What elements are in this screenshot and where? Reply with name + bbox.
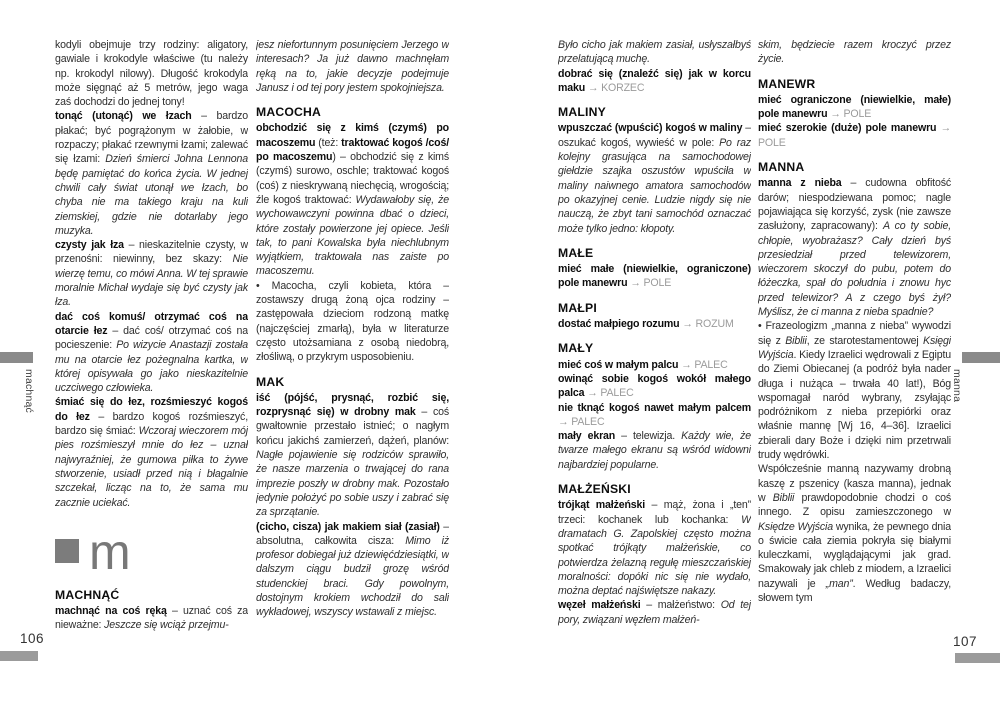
dictionary-entry bbox=[256, 121, 449, 278]
entry-definition: – małżeństwo: bbox=[640, 599, 721, 612]
dictionary-entry bbox=[558, 429, 751, 472]
entry-definition: – absolutna, całkowita cisza: bbox=[256, 520, 449, 547]
entry-example: Księgi Wyjścia bbox=[758, 334, 951, 361]
entry-definition: (też: bbox=[315, 136, 342, 149]
dictionary-entry bbox=[55, 238, 248, 309]
entry-example: Wczoraj wieczorem mój pies rozśmieszył mnie do łez – uznał najwyraźniej, że gumowa piłka to żywe stworzenie, usiadł przed nią i błagalnie szczekał, licząc na to, że sama mu zacznie uciekać. bbox=[55, 425, 248, 509]
dictionary-entry bbox=[558, 358, 751, 372]
headword: MACHNĄĆ bbox=[55, 587, 120, 602]
entry-definition: – oszukać kogoś, wywieść w pole: bbox=[558, 122, 751, 149]
entry-example: A co ty sobie, chłopie, wyobrażasz? Cały dzień byś przesiedział przed telewizorem, wieczorem skoczył do pubu, potem do łóżeczka, spał do południa i znowu hyc przed telewizor? A z czego byś żył? Myślisz, że ci manna z nieba spadnie? bbox=[758, 220, 951, 319]
entry-phrase: mieć małe (niewielkie, ograniczone) pole manewru bbox=[558, 263, 751, 290]
cross-reference: → KORZEC bbox=[585, 81, 645, 94]
entry-definition: Współcześnie manną nazywamy drobną kaszę z pszenicy (kasza manna), jednak w bbox=[758, 463, 951, 504]
dictionary-entry bbox=[558, 372, 751, 401]
entry-phrase: mieć coś w małym palcu bbox=[558, 358, 679, 371]
dictionary-entry bbox=[758, 462, 951, 605]
index-tab-label-right: manna bbox=[951, 369, 963, 403]
page-column bbox=[758, 38, 951, 666]
entry-phrase: węzeł małżeński bbox=[558, 599, 641, 612]
dictionary-entry bbox=[256, 38, 449, 95]
cross-reference: → PALEC bbox=[558, 415, 605, 428]
headword: MACOCHA bbox=[256, 105, 322, 120]
dictionary-entry bbox=[55, 109, 248, 238]
entry-example: Było cicho jak makiem zasiał, usłyszałbyś przelatującą muchę. bbox=[558, 39, 751, 66]
dictionary-entry bbox=[758, 38, 951, 67]
headword: MAK bbox=[256, 374, 285, 389]
entry-example: Każdy wie, że twarze małego ekranu są wśród widowni najbardziej popularne. bbox=[558, 430, 751, 471]
dictionary-entry bbox=[55, 395, 248, 509]
entry-phrase: trójkąt małżeński bbox=[558, 499, 646, 512]
headword: MANEWR bbox=[758, 76, 816, 91]
entry-phrase: machnąć na coś ręką bbox=[55, 605, 167, 618]
dictionary-entry bbox=[558, 262, 751, 291]
headword: MAŁŻEŃSKI bbox=[558, 482, 631, 497]
entry-example: Biblii bbox=[785, 334, 807, 347]
entry-example: jesz niefortunnym posunięciem Jerzego w interesach? Ja już dawno machnęłam ręką na to, jakie decyzje podejmuje Janusz i od tej pory jestem spokojniejsza. bbox=[256, 39, 449, 94]
section-letter-marker bbox=[55, 523, 248, 580]
entry-phrase: tonąć (utonąć) we łzach bbox=[55, 110, 192, 123]
dictionary-entry bbox=[758, 121, 951, 150]
entry-phrase: iść (pójść, prysnąć, rozbić się, rozprysnąć się) w drobny mak bbox=[256, 391, 449, 419]
dictionary-entry bbox=[55, 604, 248, 633]
dictionary-entry bbox=[55, 38, 248, 109]
headword: MAŁPI bbox=[558, 300, 597, 315]
entry-phrase: mieć szerokie (duże) pole manewru bbox=[758, 122, 937, 135]
cross-reference: → PALEC bbox=[678, 358, 728, 371]
entry-phrase: czysty jak łza bbox=[55, 239, 124, 252]
page-column bbox=[55, 38, 248, 666]
cross-reference: → POLE bbox=[827, 108, 872, 121]
dictionary-entry bbox=[256, 279, 449, 365]
cross-reference: → POLE bbox=[627, 277, 672, 290]
entry-example: W dramatach G. Zapolskiej często można spotkać trójkąty małżeńskie, co potwierdza żelazną regułę mieszczańskiej moralności: dopóki nic się nie wydało, można deptać najświętsze nakazy. bbox=[558, 513, 751, 598]
entry-definition: , ze starotestamentowej bbox=[806, 334, 924, 347]
entry-definition: ) – obchodzić się z kimś (czymś) surowo, oschle; traktować kogoś (coś) z nieskrywaną niechęcią, wrogością; źle kogoś traktować: bbox=[256, 151, 449, 206]
dictionary-entry bbox=[558, 317, 751, 331]
entry-definition: . Według badaczy, słowem tym bbox=[758, 577, 951, 604]
dictionary-entry bbox=[758, 319, 951, 462]
entry-definition: – mąż, żona i „ten” trzeci: kochanek lub kochanka: bbox=[558, 499, 751, 526]
entry-definition: • Macocha, czyli kobieta, która – zostawszy drugą żoną ojca rodziny – zastępowała dzieciom rodzoną matkę (najczęściej zmarłą), była w literaturze często utożsamiana z osobą niedobrą, złośliwą, o przykrym usposobieniu. bbox=[256, 279, 449, 364]
entry-phrase: dać coś komuś/ otrzymać coś na otarcie łez bbox=[55, 310, 248, 337]
page-number-left: 106 bbox=[20, 631, 45, 646]
entry-definition: – cudowna obfitość darów; niespodziewana pomoc; nagle pojawiająca się korzyść, zysk (nie zawsze zasłużony, zapracowany): bbox=[758, 177, 951, 233]
cross-reference: → ROZUM bbox=[679, 318, 734, 331]
entry-example: Od tej pory, związani węzłem małżeń- bbox=[558, 599, 751, 626]
headword: MANNA bbox=[758, 160, 805, 175]
entry-example: „man” bbox=[825, 577, 853, 590]
entry-definition: • Frazeologizm „manna z nieba” wywodzi się z bbox=[758, 320, 951, 347]
entry-phrase: obchodzić się z kimś (czymś) po macoszemu bbox=[256, 122, 449, 149]
dictionary-entry bbox=[558, 401, 751, 430]
entry-example: Nie wierzę temu, co mówi Anna. W tej sprawie moralnie Michał wydaje się być czysty jak łza. bbox=[55, 253, 248, 309]
entry-phrase: wpuszczać (wpuścić) kogoś w maliny bbox=[558, 122, 743, 135]
entry-example: Po raz kolejny grasująca na samochodowej giełdzie szajka oszustów wpuściła w maliny naiwnego amatora samochodów po okazyjnej cenie. Ludzie nigdy się nie nauczą, że zbyt tani samochód oznaczać może tylko jedno: kłopoty. bbox=[558, 136, 751, 235]
footer-bar-right bbox=[955, 653, 1000, 663]
dictionary-entry bbox=[558, 498, 751, 598]
dictionary-entry bbox=[256, 520, 449, 620]
entry-phrase: (cicho, cisza) jak makiem siał (zasiał) bbox=[256, 520, 440, 533]
entry-phrase: nie tknąć kogoś nawet małym palcem bbox=[558, 401, 751, 414]
entry-phrase: manna z nieba bbox=[758, 177, 842, 190]
entry-example: skim, będziecie razem kroczyć przez życie. bbox=[758, 39, 951, 66]
headword: MAŁY bbox=[558, 341, 594, 356]
entry-definition: – bardzo kogoś rozśmieszyć, bardzo się śmiać: bbox=[55, 410, 248, 438]
entry-example: Jeszcze się wciąż przejmu- bbox=[104, 619, 229, 632]
entry-definition: – dać coś/ otrzymać coś na pocieszenie: bbox=[55, 324, 248, 352]
entry-definition: kodyli obejmuje trzy rodziny: aligatory, gawiale i krokodyle właściwe (tu należy np. krokodyl nilowy). Długość krokodyla może sięgnąć aż 5 metrów, jego waga zaś dochodzi do jednej tony! bbox=[55, 39, 248, 109]
index-tab-label-left: machnąć bbox=[23, 369, 35, 414]
entry-phrase: dostać małpiego rozumu bbox=[558, 318, 680, 331]
headword: MAŁE bbox=[558, 245, 594, 260]
entry-phrase: mieć ograniczone (niewielkie, małe) pole manewru bbox=[758, 93, 951, 121]
dictionary-entry bbox=[256, 391, 449, 520]
entry-phrase: owinąć sobie kogoś wokół małego palca bbox=[558, 372, 751, 400]
dictionary-entry bbox=[758, 93, 951, 122]
dictionary-entry bbox=[558, 121, 751, 235]
entry-phrase: mały ekran bbox=[558, 430, 616, 443]
cross-reference: → POLE bbox=[758, 122, 951, 149]
entry-definition: wynika, że pewnego dnia o świcie cała ziemia pokryła się białymi kuleczkami, wyglądającymi jak grad. Smakowały jak chleb z miodem, a Izraelici nazywali je bbox=[758, 520, 951, 590]
entry-phrase: dobrać się (znaleźć się) jak w korcu maku bbox=[558, 67, 751, 94]
entry-definition: prawdopodobnie chodzi o coś innego. Z opisu zamieszczonego w bbox=[758, 491, 951, 519]
cross-reference: → PALEC bbox=[584, 387, 634, 400]
dictionary-entry bbox=[558, 38, 751, 67]
page-column bbox=[256, 38, 449, 666]
entry-phrase: śmiać się do łez, rozśmieszyć kogoś do łez bbox=[55, 396, 248, 423]
page-number-right: 107 bbox=[953, 634, 978, 649]
entry-example: Nagłe pojawienie się rodziców sprawiło, że nasze marzenia o trwającej do rana imprezie poszły w drobny mak. Pozostało jedynie położyć po sobie uszy i zabrać się za sprzątanie. bbox=[256, 449, 449, 519]
index-tab-bar-left bbox=[0, 352, 33, 363]
entry-phrase: traktować kogoś /coś/ po macoszemu bbox=[256, 136, 449, 164]
page-column bbox=[558, 38, 751, 666]
entry-definition: – uznać coś za nieważne: bbox=[55, 605, 248, 632]
section-square-icon bbox=[55, 539, 79, 563]
index-tab-bar-right bbox=[962, 352, 1000, 363]
dictionary-entry bbox=[558, 67, 751, 96]
section-letter: m bbox=[89, 523, 131, 580]
dictionary-entry bbox=[55, 310, 248, 396]
entry-example: Mimo iż profesor dobiegał już dziewięćdziesiątki, w dalszym ciągu budził grozę wśród studenckiej braci. Gdy powolnym, dostojnym krokiem wchodził do sali wykładowej, wszyscy wstawali z miejsc. bbox=[256, 534, 449, 619]
entry-example: Wydawałoby się, że wychowawczyni powinna dbać o dzieci, które zostały powierzone jej opiece. Jeśli tak, to pani Kowalska była niechlubnym wyjątkiem, traktowała nas zaiste po macoszemu. bbox=[256, 193, 449, 278]
entry-example: Księdze Wyjścia bbox=[758, 520, 833, 533]
headword: MALINY bbox=[558, 105, 606, 120]
entry-definition: – coś gwałtownie przestało istnieć; o nagłym końcu jakichś zamierzeń, dążeń, planów: bbox=[256, 406, 449, 447]
entry-example: Dzień śmierci Johna Lennona będę pamiętać do końca życia. W jednej chwili cały świat utonął we łzach, bo chyba nie ma takiego kraju na kuli ziemskiej, gdzie nie dotarłaby jego muzyka. bbox=[55, 153, 248, 237]
entry-definition: – nieskazitelnie czysty, w przenośni: niewinny, bez skazy: bbox=[55, 239, 248, 266]
entry-example: Biblii bbox=[772, 491, 795, 504]
dictionary-entry bbox=[758, 176, 951, 319]
entry-definition: – telewizja. bbox=[615, 430, 682, 443]
dictionary-entry bbox=[558, 598, 751, 627]
entry-example: Po wizycie Anastazji została mu na otarcie łez pożegnalna kartka, w której opisywała go jako nieskazitelnie uczciwego człowieka. bbox=[55, 339, 248, 395]
entry-definition: – bardzo płakać; być pogrążonym w żałobie, w rozpaczy; płakać rzewnymi łzami; zalewać się łzami: bbox=[55, 110, 248, 166]
entry-definition: . Kiedy Izraelici wędrowali z Egiptu do Ziemi Obiecanej (a podróż była nader długa i nużąca – trwała 40 lat!), Bóg wspomagał naród wybrany, zsyłając podróżnikom z nieba przepiórki oraz właśnie mannę [Wj 16, 4–36]. Izraelici zbierali dary Boże i dzięki nim przetrwali trudy wędrówki. bbox=[758, 348, 951, 462]
footer-bar-left bbox=[0, 651, 38, 661]
